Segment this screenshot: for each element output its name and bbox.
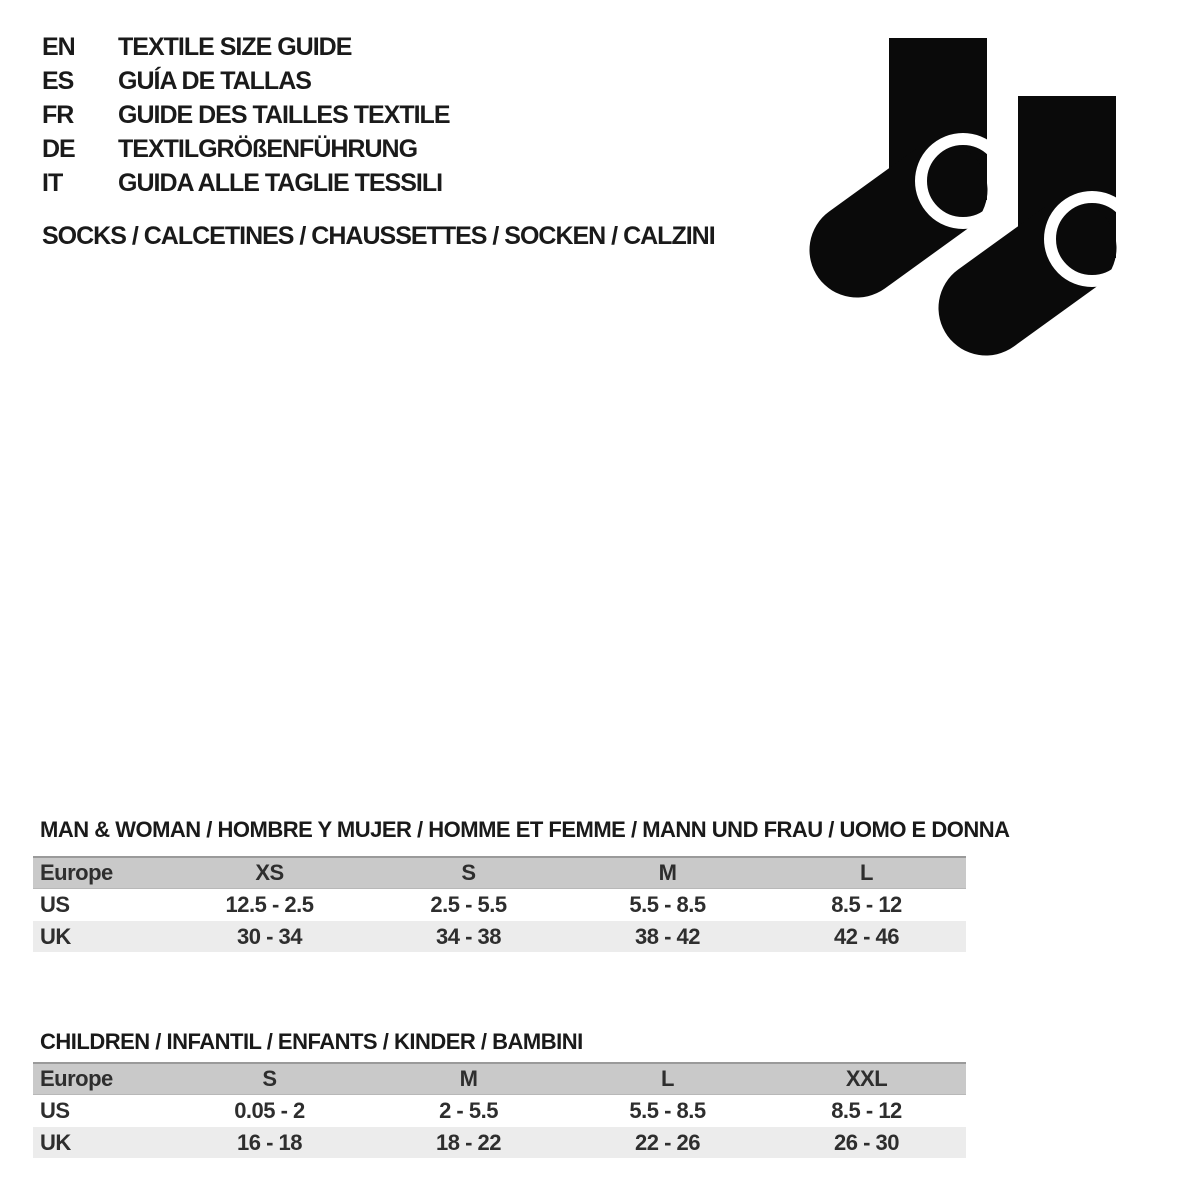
row-label-us: US: [40, 891, 70, 917]
adults-us-row: [33, 888, 966, 921]
children-us-row: [33, 1094, 966, 1127]
column-header-size-xxl: XXL: [767, 1063, 966, 1094]
row-label-uk: UK: [40, 923, 71, 949]
size-value: 42 - 46: [834, 923, 899, 949]
adults-table-title: MAN & WOMAN / HOMBRE Y MUJER / HOMME ET FEMME / MANN UND FRAU / UOMO E DONNA: [40, 817, 1010, 842]
column-header-size-m: M: [568, 857, 767, 888]
language-code-es: ES: [42, 67, 74, 95]
language-guide-list: [42, 30, 450, 200]
guide-title-en: TEXTILE SIZE GUIDE: [118, 33, 352, 61]
size-value: 34 - 38: [436, 923, 501, 949]
guide-title-de: TEXTILGRÖßENFÜHRUNG: [118, 135, 418, 163]
size-value: 5.5 - 8.5: [629, 1097, 706, 1123]
language-code-de: DE: [42, 135, 75, 163]
size-value: 18 - 22: [436, 1129, 501, 1155]
size-value: 2 - 5.5: [439, 1097, 498, 1123]
children-header-row: [33, 1063, 966, 1094]
size-table-adults: [33, 856, 966, 952]
column-header-size-l: L: [568, 1063, 767, 1094]
size-value: 8.5 - 12: [831, 1097, 902, 1123]
column-header-size-l: L: [767, 857, 966, 888]
column-header-region: Europe: [33, 857, 170, 888]
row-label-us: US: [40, 1097, 70, 1123]
language-row-es: [42, 64, 450, 98]
size-value: 30 - 34: [237, 923, 302, 949]
adults-header-row: [33, 857, 966, 888]
language-row-en: [42, 30, 450, 64]
language-code-fr: FR: [42, 101, 74, 129]
language-row-it: [42, 166, 450, 200]
size-value: 8.5 - 12: [831, 891, 902, 917]
column-header-size-m: M: [369, 1063, 568, 1094]
socks-icon: [795, 25, 1145, 365]
row-label-uk: UK: [40, 1129, 71, 1155]
size-value: 5.5 - 8.5: [629, 891, 706, 917]
size-value: 0.05 - 2: [234, 1097, 305, 1123]
size-table-children: [33, 1062, 966, 1158]
guide-title-it: GUIDA ALLE TAGLIE TESSILI: [118, 169, 443, 197]
size-value: 12.5 - 2.5: [225, 891, 314, 917]
size-value: 22 - 26: [635, 1129, 700, 1155]
size-value: 16 - 18: [237, 1129, 302, 1155]
column-header-size-s: S: [170, 1063, 369, 1094]
size-value: 26 - 30: [834, 1129, 899, 1155]
column-header-size-s: S: [369, 857, 568, 888]
children-uk-row: [33, 1127, 966, 1158]
column-header-size-xs: XS: [170, 857, 369, 888]
language-code-en: EN: [42, 33, 75, 61]
language-row-de: [42, 132, 450, 166]
language-row-fr: [42, 98, 450, 132]
language-code-it: IT: [42, 169, 63, 197]
product-category-line: SOCKS / CALCETINES / CHAUSSETTES / SOCKEN / CALZINI: [42, 222, 715, 250]
column-header-region: Europe: [33, 1063, 170, 1094]
size-value: 2.5 - 5.5: [430, 891, 507, 917]
guide-title-fr: GUIDE DES TAILLES TEXTILE: [118, 101, 450, 129]
size-value: 38 - 42: [635, 923, 700, 949]
guide-title-es: GUÍA DE TALLAS: [118, 67, 311, 95]
adults-uk-row: [33, 921, 966, 952]
children-table-title: CHILDREN / INFANTIL / ENFANTS / KINDER / BAMBINI: [40, 1029, 583, 1054]
